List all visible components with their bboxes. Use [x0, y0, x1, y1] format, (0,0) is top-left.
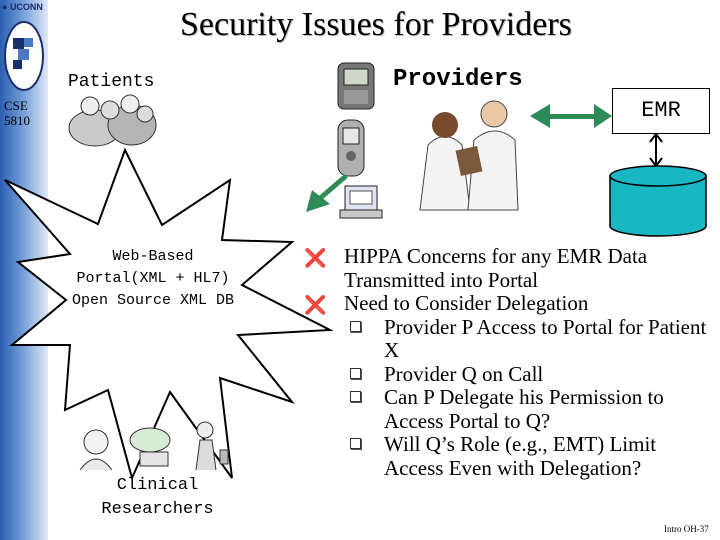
- square-bullet-icon: [350, 438, 361, 449]
- researchers-label: Clinical Researchers: [101, 476, 214, 519]
- providers-doctors-illustration-icon: [410, 98, 518, 210]
- cell-phone-icon: [338, 120, 364, 176]
- researchers-illustration-icon: [80, 422, 228, 470]
- sub-bullet-item: Will Q’s Role (e.g., EMT) Limit Access Even with Delegation?: [300, 433, 710, 480]
- computer-icon: [340, 186, 382, 218]
- portal-starburst: [5, 150, 330, 478]
- bullet-marker-icon: ❌: [304, 248, 327, 268]
- bullet-list: [300, 245, 710, 480]
- sub-bullet-item: Provider P Access to Portal for Patient X: [300, 316, 710, 363]
- database-cylinder-icon: [610, 166, 706, 236]
- bullet-marker-icon: ❌: [304, 295, 327, 315]
- slide-footer: Intro OH-37: [664, 524, 709, 534]
- course-code: CSE 5810: [4, 98, 30, 128]
- slide-title: Security Issues for Providers: [180, 6, 572, 43]
- providers-label: Providers: [393, 66, 523, 93]
- pda-device-icon: [338, 63, 374, 109]
- uconn-brand: ● UCONN: [2, 2, 43, 12]
- square-bullet-icon: [350, 368, 361, 379]
- sub-bullet-item: Can P Delegate his Permission to Access Portal to Q?: [300, 386, 710, 433]
- patients-label: Patients: [68, 72, 155, 92]
- emr-box: EMR: [612, 88, 710, 134]
- bullet-item: ❌ HIPPA Concerns for any EMR Data Transmitted into Portal: [304, 244, 648, 292]
- square-bullet-icon: [350, 391, 361, 402]
- providers-emr-arrow: [530, 104, 612, 128]
- emr-database-arrow: [650, 134, 662, 166]
- bullet-item: ❌ Need to Consider Delegation: [300, 292, 710, 316]
- sub-bullet-item: Provider Q on Call: [300, 363, 710, 387]
- devices-portal-arrow: [306, 176, 346, 212]
- patients-illustration-icon: [69, 95, 156, 146]
- portal-label: Web-Based Portal(XML + HL7) Open Source XML DB: [71, 248, 235, 309]
- square-bullet-icon: [350, 321, 361, 332]
